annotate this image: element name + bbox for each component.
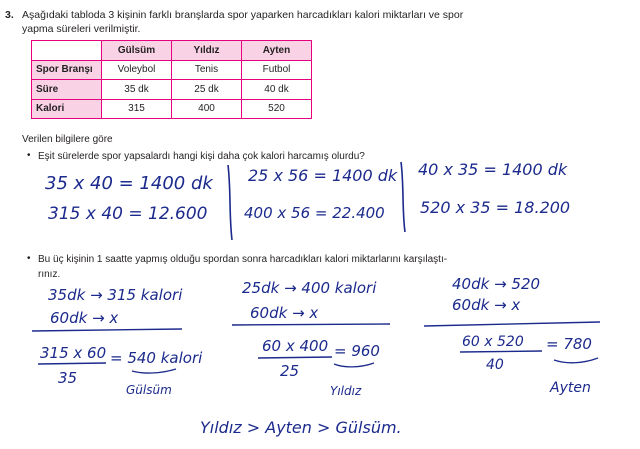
table-cell: Voleybol [102, 60, 172, 80]
handwritten-text: 60 x 400 [262, 337, 329, 355]
underline-mark [554, 358, 598, 363]
question-number: 3. [5, 9, 14, 21]
question-text-line-1: Aşağıdaki tabloda 3 kişinin farklı branşlarda spor yaparken harcadıkları kalori miktarları ve spor [22, 9, 464, 21]
handwritten-text: 40 [486, 357, 504, 373]
handwritten-text: 60dk → x [452, 296, 521, 314]
handwritten-text: Ayten [550, 380, 591, 396]
handwritten-text: 25 [280, 362, 300, 380]
table-cell: 520 [242, 99, 312, 119]
intro-text: Verilen bilgilere göre [22, 134, 113, 145]
divider-line [401, 162, 405, 232]
handwritten-conclusion: Yıldız > Ayten > Gülsüm. [200, 418, 402, 437]
handwritten-text: 35dk → 315 kalori [48, 286, 183, 304]
table-cell: 25 dk [172, 80, 242, 100]
table-cell: 315 [102, 99, 172, 119]
handwritten-text: 25dk → 400 kalori [242, 279, 377, 297]
fraction-bar [38, 363, 106, 364]
handwritten-text: 25 x 56 = 1400 dk [248, 166, 398, 185]
table-cell: 40 dk [242, 80, 312, 100]
handwritten-text: 520 x 35 = 18.200 [420, 198, 571, 217]
question-text-line-2: yapma süreleri verilmiştir. [22, 23, 141, 35]
table-cell: 400 [172, 99, 242, 119]
row-label: Süre [32, 80, 102, 100]
handwritten-text: 40 x 35 = 1400 dk [418, 160, 568, 179]
separator-line [424, 322, 600, 326]
table-cell: Tenis [172, 60, 242, 80]
separator-line [32, 329, 182, 331]
separator-line [232, 324, 390, 325]
handwritten-text: = 960 [334, 342, 380, 360]
row-label: Spor Branşı [32, 60, 102, 80]
underline-mark [132, 369, 176, 373]
fraction-bar [258, 357, 332, 358]
table-cell: Futbol [242, 60, 312, 80]
bullet-icon: • [27, 150, 31, 161]
bullet-question-1: Eşit sürelerde spor yapsalardı hangi kişi daha çok kalori harcamış olurdu? [38, 151, 365, 162]
bullet-question-2-line-1: Bu üç kişinin 1 saatte yapmış olduğu spordan sonra harcadıkları kalori miktarlarını karşılaştı- [38, 254, 448, 265]
divider-line [228, 165, 232, 240]
bullet-icon: • [27, 253, 31, 264]
handwritten-text: 60 x 520 [462, 334, 524, 350]
row-label: Kalori [32, 99, 102, 119]
handwritten-text: = 780 [546, 335, 592, 353]
handwritten-text: Yıldız [330, 384, 362, 398]
handwritten-text: 35 [58, 369, 78, 387]
handwritten-text: Gülsüm [126, 383, 172, 397]
bullet-question-2-line-2: rınız. [38, 269, 61, 280]
handwritten-text: 315 x 60 [40, 344, 107, 362]
handwritten-text: 60dk → x [250, 304, 319, 322]
handwritten-text: 60dk → x [50, 309, 119, 327]
table-header-cell: Ayten [242, 41, 312, 61]
handwritten-text: 400 x 56 = 22.400 [244, 204, 385, 222]
table-header-cell: Yıldız [172, 41, 242, 61]
handwritten-text: 315 x 40 = 12.600 [48, 204, 208, 224]
handwritten-text: = 540 kalori [110, 349, 203, 367]
table-cell: 35 dk [102, 80, 172, 100]
fraction-bar [460, 351, 542, 352]
underline-mark [334, 363, 374, 367]
handwritten-text: 35 x 40 = 1400 dk [45, 173, 213, 194]
table-header-cell: Gülsüm [102, 41, 172, 61]
handwritten-text: 40dk → 520 [452, 275, 541, 293]
